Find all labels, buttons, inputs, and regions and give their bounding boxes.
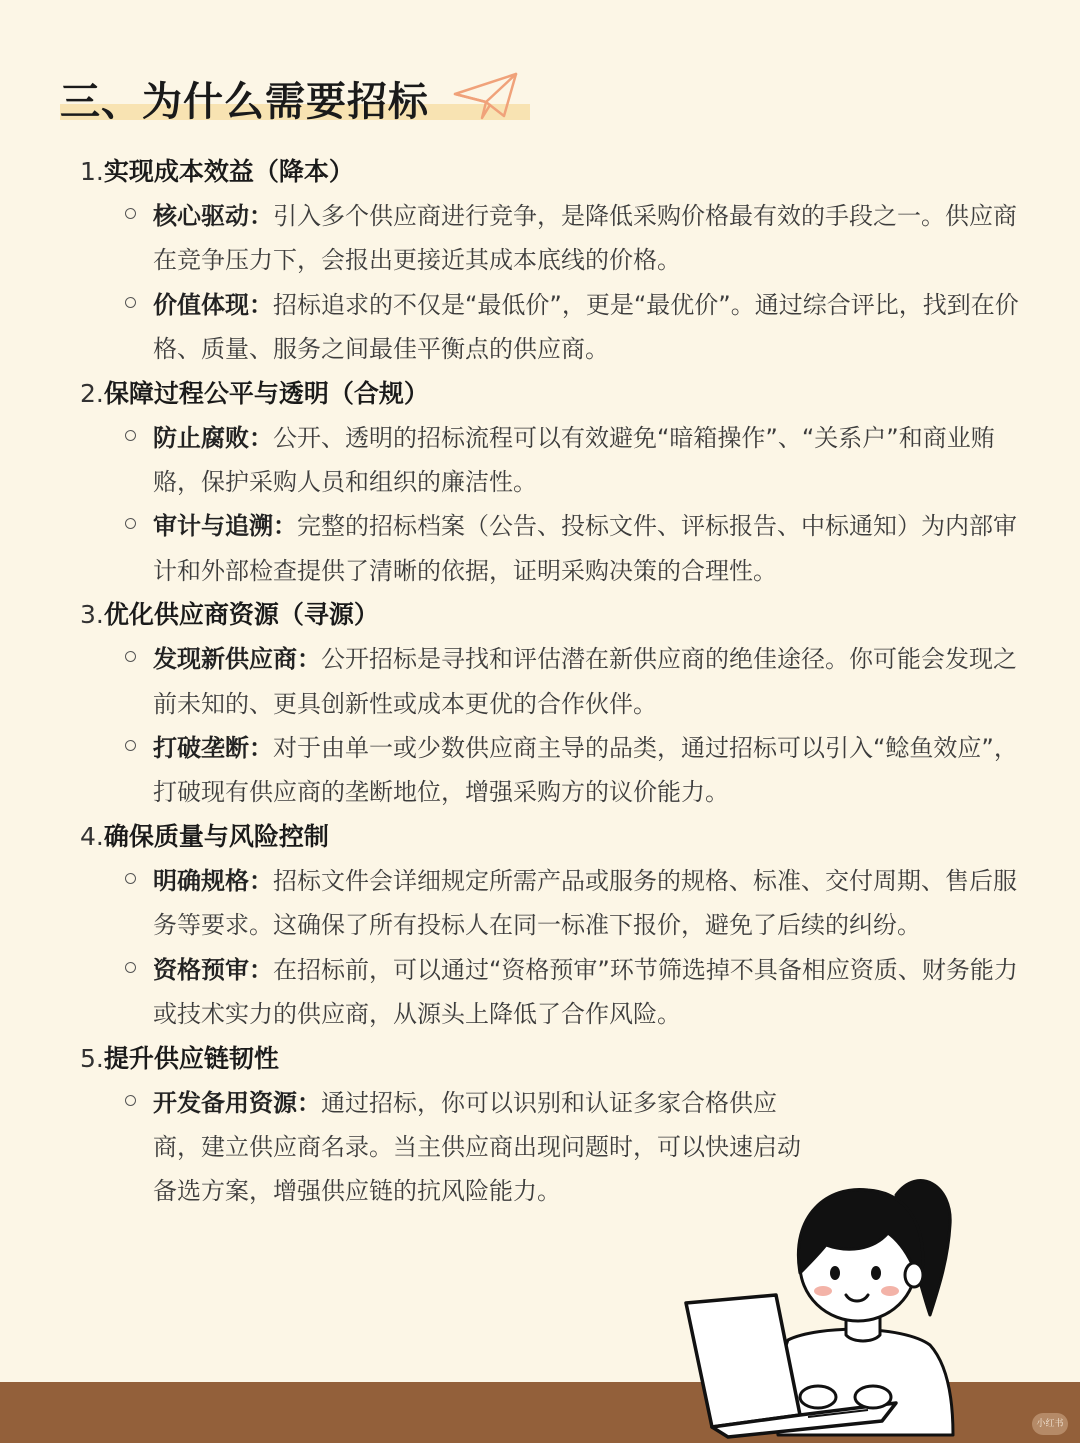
- item-text: 公开、透明的招标流程可以有效避免“暗箱操作”、“关系户”和商业贿赂，保护采购人员和组织的廉洁性。: [153, 423, 995, 497]
- item-text: 通过招标，你可以识别和认证多家合格供应商，建立供应商名录。当主供应商出现问题时，可以快速启动备选方案，增强供应链的抗风险能力。: [153, 1088, 801, 1206]
- section: [80, 150, 1040, 372]
- list-item: [80, 859, 1030, 948]
- section-heading: [80, 1037, 1040, 1081]
- circle-bullet-icon: [125, 740, 136, 751]
- list-item: [80, 194, 1030, 283]
- list-item: [80, 283, 1030, 372]
- section-number: 4.: [80, 821, 104, 851]
- item-text: 公开招标是寻找和评估潜在新供应商的绝佳途径。你可能会发现之前未知的、更具创新性或成本更优的合作伙伴。: [153, 645, 1017, 718]
- section-number: 1.: [80, 157, 104, 186]
- circle-bullet-icon: [125, 1095, 136, 1106]
- section-heading: [80, 815, 1040, 859]
- circle-bullet-icon: [125, 297, 136, 308]
- page-title-block: [60, 70, 429, 127]
- section: [80, 815, 1040, 1037]
- list-item: [80, 416, 1030, 505]
- item-text: 在招标前，可以通过“资格预审”环节筛选掉不具备相应资质、财务能力或技术实力的供应商，从源头上降低了合作风险。: [153, 955, 1018, 1029]
- item-label: 核心驱动：: [153, 202, 273, 230]
- section-heading: [80, 593, 1040, 637]
- circle-bullet-icon: [125, 208, 136, 219]
- item-text: 引入多个供应商进行竞争，是降低采购价格最有效的手段之一。供应商在竞争压力下，会报出更接近其成本底线的价格。: [153, 202, 1017, 275]
- section-title: 确保质量与风险控制: [103, 821, 329, 851]
- section-number: 2.: [80, 378, 104, 408]
- item-text: 完整的招标档案（公告、投标文件、评标报告、中标通知）为内部审计和外部检查提供了清晰的依据，证明采购决策的合理性。: [153, 512, 1017, 585]
- item-label: 审计与追溯：: [153, 512, 297, 541]
- item-label: 打破垄断：: [153, 734, 273, 763]
- circle-bullet-icon: [125, 651, 136, 662]
- list-item: [80, 948, 1030, 1037]
- circle-bullet-icon: [125, 518, 136, 529]
- list-item: [80, 726, 1030, 815]
- item-label: 资格预审：: [153, 955, 273, 984]
- section: [80, 593, 1040, 815]
- watermark-badge: 小红书: [1032, 1413, 1068, 1435]
- item-label: 开发备用资源：: [153, 1088, 321, 1117]
- circle-bullet-icon: [125, 873, 136, 884]
- section-number: 3.: [80, 600, 104, 630]
- item-label: 防止腐败：: [153, 423, 273, 452]
- section-title: 实现成本效益（降本）: [103, 157, 354, 186]
- circle-bullet-icon: [125, 962, 136, 973]
- page-title: 三、为什么需要招标: [60, 79, 429, 125]
- item-label: 价值体现：: [153, 290, 273, 319]
- section-title: 提升供应链韧性: [103, 1043, 279, 1073]
- item-text: 招标文件会详细规定所需产品或服务的规格、标准、交付周期、售后服务等要求。这确保了所有投标人在同一标准下报价，避免了后续的纠纷。: [153, 866, 1017, 940]
- section-title: 保障过程公平与透明（合规）: [103, 378, 429, 408]
- section-title: 优化供应商资源（寻源）: [103, 600, 379, 630]
- list-item: [80, 504, 1030, 593]
- paper-plane-icon: [452, 70, 520, 122]
- girl-with-laptop-illustration: [668, 1165, 968, 1440]
- item-label: 明确规格：: [153, 866, 273, 895]
- list-item: [80, 637, 1030, 726]
- section-heading: [80, 150, 1040, 194]
- item-text: 招标追求的不仅是“最低价”，更是“最优价”。通过综合评比，找到在价格、质量、服务之间最佳平衡点的供应商。: [153, 290, 1019, 364]
- section-heading: [80, 372, 1040, 416]
- item-text: 对于由单一或少数供应商主导的品类，通过招标可以引入“鲶鱼效应”，打破现有供应商的垄断地位，增强采购方的议价能力。: [153, 734, 1018, 807]
- item-label: 发现新供应商：: [153, 645, 321, 674]
- content-list: [80, 150, 1040, 1214]
- section-number: 5.: [80, 1043, 104, 1073]
- section: [80, 372, 1040, 594]
- circle-bullet-icon: [125, 430, 136, 441]
